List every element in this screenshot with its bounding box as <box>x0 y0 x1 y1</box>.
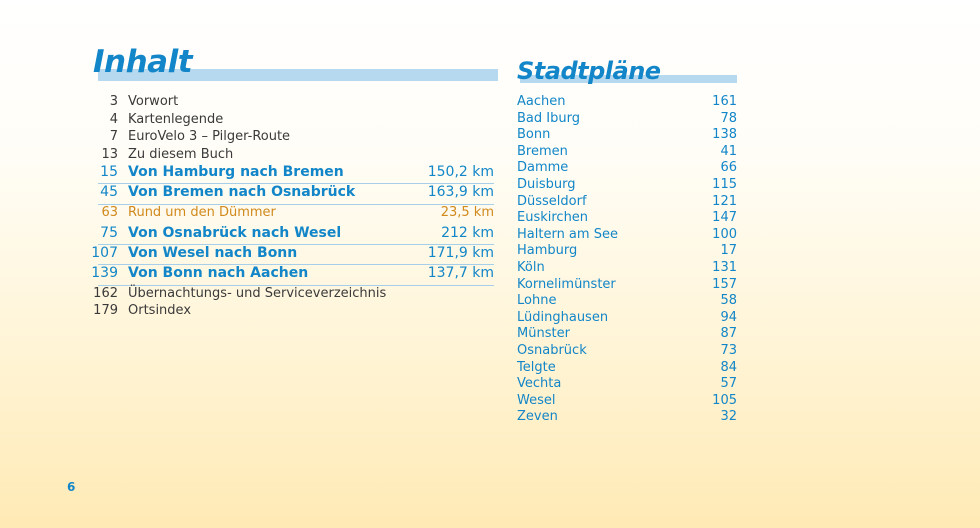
city-page-number: 115 <box>712 176 737 192</box>
city-page-number: 121 <box>712 193 737 209</box>
city-entry[interactable] <box>517 277 737 294</box>
city-entry[interactable] <box>517 409 737 426</box>
toc-page-number: 45 <box>100 184 118 201</box>
toc-entry-title: Kartenlegende <box>128 111 224 127</box>
city-name: Bad Iburg <box>517 110 580 126</box>
city-page-number: 94 <box>720 309 737 325</box>
toc-page-number: 7 <box>109 129 118 144</box>
city-page-number: 161 <box>712 94 737 109</box>
toc-entry[interactable] <box>88 303 494 321</box>
toc-page-number: 139 <box>91 265 118 282</box>
toc-entry-title: Von Osnabrück nach Wesel <box>128 224 342 241</box>
city-name: Zeven <box>517 409 558 425</box>
toc-route-entry[interactable] <box>88 164 494 184</box>
toc-entry-title: Vorwort <box>128 94 179 109</box>
toc-distance: 150,2 km <box>427 164 494 180</box>
toc-page-number: 13 <box>101 146 118 162</box>
table-of-contents <box>88 94 494 321</box>
city-name: Vechta <box>517 376 562 392</box>
toc-route-entry[interactable] <box>88 225 494 245</box>
city-page-number: 57 <box>720 376 737 392</box>
toc-entry-title: EuroVelo 3 – Pilger-Route <box>128 129 291 144</box>
toc-entry-title: Von Hamburg nach Bremen <box>128 164 344 180</box>
city-name: Bremen <box>517 143 568 159</box>
city-page-number: 147 <box>712 210 737 226</box>
toc-page-number: 63 <box>101 204 118 220</box>
city-entry[interactable] <box>517 393 737 410</box>
toc-entry[interactable] <box>88 112 494 130</box>
city-entry[interactable] <box>517 243 737 260</box>
toc-title: Inhalt <box>93 44 193 80</box>
city-page-number: 73 <box>720 342 737 358</box>
city-entry[interactable] <box>517 326 737 343</box>
city-entry[interactable] <box>517 194 737 211</box>
city-name: Osnabrück <box>517 342 587 358</box>
city-page-number: 84 <box>720 359 737 375</box>
toc-entry[interactable] <box>88 286 494 304</box>
city-name: Lüdinghausen <box>517 309 609 325</box>
city-entry[interactable] <box>517 160 737 177</box>
toc-entry-title: Von Bonn nach Aachen <box>128 265 309 282</box>
city-name: Euskirchen <box>517 210 589 226</box>
toc-entry-title: Von Bremen nach Osnabrück <box>128 184 356 201</box>
city-page-number: 87 <box>720 326 737 342</box>
city-page-number: 32 <box>720 409 737 425</box>
toc-entry-title: Ortsindex <box>128 303 192 319</box>
toc-route-entry[interactable] <box>88 265 494 285</box>
city-entry[interactable] <box>517 260 737 277</box>
city-name: Bonn <box>517 127 551 143</box>
city-entry[interactable] <box>517 343 737 360</box>
toc-entry-title: Rund um den Dümmer <box>128 204 276 220</box>
toc-entry-title: Zu diesem Buch <box>128 146 234 162</box>
toc-page-number: 15 <box>100 164 118 180</box>
toc-page-number: 162 <box>93 285 118 301</box>
toc-page-number: 107 <box>91 245 118 262</box>
city-entry[interactable] <box>517 210 737 227</box>
city-page-number: 100 <box>712 226 737 242</box>
toc-entry[interactable] <box>88 147 494 165</box>
toc-route-entry[interactable] <box>88 205 494 225</box>
toc-page-number: 179 <box>93 303 118 319</box>
toc-entry[interactable] <box>88 94 494 112</box>
city-entry[interactable] <box>517 111 737 128</box>
city-name: Telgte <box>517 359 556 375</box>
city-entry[interactable] <box>517 144 737 161</box>
toc-distance: 212 km <box>441 224 494 241</box>
city-name: Kornelimünster <box>517 276 616 292</box>
city-entry[interactable] <box>517 376 737 393</box>
city-name: Aachen <box>517 94 566 109</box>
toc-route-entry[interactable] <box>88 184 494 204</box>
city-name: Lohne <box>517 293 557 309</box>
city-name: Haltern am See <box>517 226 618 242</box>
city-page-number: 157 <box>712 276 737 292</box>
city-map-index <box>517 94 737 426</box>
city-page-number: 105 <box>712 392 737 408</box>
city-name: Wesel <box>517 392 556 408</box>
city-page-number: 58 <box>720 293 737 309</box>
city-page-number: 131 <box>712 259 737 275</box>
city-page-number: 66 <box>720 160 737 176</box>
city-entry[interactable] <box>517 94 737 111</box>
toc-distance: 171,9 km <box>427 245 494 262</box>
city-name: Duisburg <box>517 176 576 192</box>
toc-page-number: 75 <box>100 224 118 241</box>
city-page-number: 78 <box>720 110 737 126</box>
toc-page-number: 3 <box>109 94 118 109</box>
toc-distance: 23,5 km <box>440 204 494 220</box>
city-name: Düsseldorf <box>517 193 587 209</box>
city-entry[interactable] <box>517 293 737 310</box>
toc-entry-title: Von Wesel nach Bonn <box>128 245 298 262</box>
cities-title: Stadtpläne <box>517 57 661 85</box>
city-entry[interactable] <box>517 310 737 327</box>
city-name: Damme <box>517 160 569 176</box>
city-name: Münster <box>517 326 570 342</box>
city-entry[interactable] <box>517 227 737 244</box>
city-name: Hamburg <box>517 243 578 259</box>
toc-distance: 163,9 km <box>427 184 494 201</box>
page-number: 6 <box>67 480 76 494</box>
city-name: Köln <box>517 259 545 275</box>
city-page-number: 17 <box>720 243 737 259</box>
city-page-number: 138 <box>712 127 737 143</box>
toc-entry-title: Übernachtungs- und Serviceverzeichnis <box>128 285 387 301</box>
city-entry[interactable] <box>517 127 737 144</box>
toc-entry[interactable] <box>88 129 494 147</box>
city-page-number: 41 <box>720 143 737 159</box>
toc-distance: 137,7 km <box>427 265 494 282</box>
city-entry[interactable] <box>517 360 737 377</box>
toc-route-entry[interactable] <box>88 245 494 265</box>
toc-page-number: 4 <box>109 111 118 127</box>
city-entry[interactable] <box>517 177 737 194</box>
